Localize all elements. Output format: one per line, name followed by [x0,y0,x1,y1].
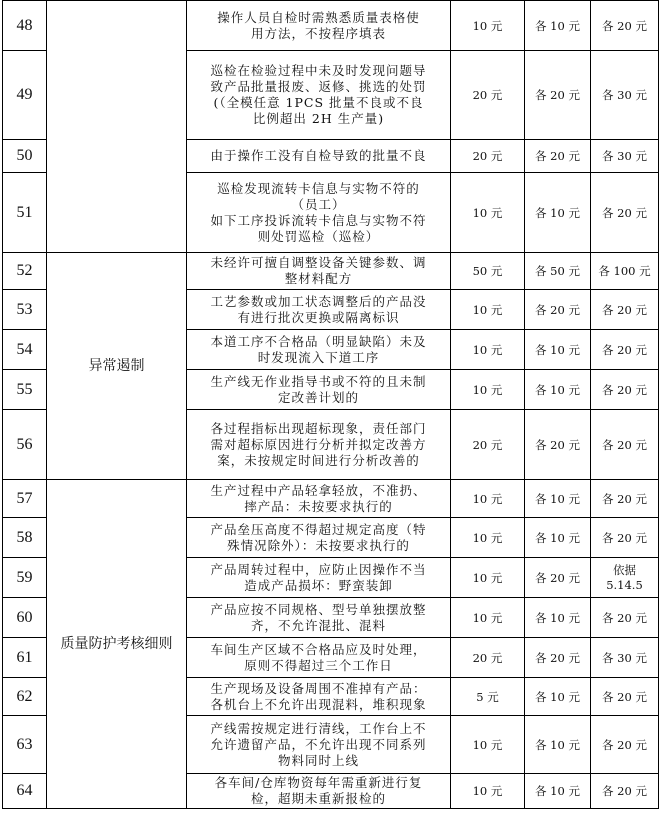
description-line: 各机台上不允许出现混料，堆积现象 [210,696,427,712]
penalty-level-1: 20 元 [451,410,525,480]
row-number: 57 [3,480,47,518]
item-description [187,716,451,774]
penalty-level-1: 10 元 [451,173,525,253]
penalty-level-2: 各 10 元 [525,518,591,558]
penalty-level-2: 各 20 元 [525,140,591,173]
description-line: 致产品批量报废、返修、挑选的处罚 [210,79,427,94]
penalty-level-1: 20 元 [451,638,525,678]
description-line: 有进行批次更换或隔离标识 [237,309,400,325]
penalty-level-3: 各 20 元 [591,370,659,410]
penalty-level-3: 各 20 元 [591,1,659,51]
description-line: 案，未按规定时间进行分析改善的 [217,452,420,468]
description-line: 允许遗留产品，不允许出现不同系列 [210,736,427,752]
penalty-level-3: 各 20 元 [591,598,659,638]
penalty-level-3: 各 30 元 [591,51,659,140]
description-line: 未经许可擅自调整设备关键参数、调 [210,255,427,270]
description-line: 生产线无作业指导书或不符的且未制 [210,373,427,389]
penalty-level-2: 各 10 元 [525,774,591,809]
description-line: 车间生产区域不合格品应及时处理， [210,641,427,657]
description-line: 定改善计划的 [277,389,359,405]
description-line: 工艺参数或加工状态调整后的产品没 [210,293,427,309]
penalty-level-1: 10 元 [451,370,525,410]
penalty-level-3: 各 100 元 [591,253,659,290]
description-line: 时发现流入下道工序 [257,349,380,365]
penalty-level-2: 各 20 元 [525,410,591,480]
penalty-level-3: 各 20 元 [591,480,659,518]
description-line: 生产现场及设备周围不准掉有产品： [210,680,427,696]
description-line: 摔产品：未按要求执行的 [244,498,393,514]
penalty-level-3: 各 30 元 [591,638,659,678]
item-description [187,638,451,678]
penalty-level-2: 各 20 元 [525,638,591,678]
description-line: (（全模任意 1PCS 批量不良或不良 [213,95,424,110]
table-row [3,480,659,518]
item-description [187,370,451,410]
row-number: 64 [3,774,47,809]
penalty-level-3: 各 20 元 [591,716,659,774]
row-number: 59 [3,558,47,598]
row-number: 56 [3,410,47,480]
item-description [187,678,451,716]
description-line: 操作人员自检时需熟悉质量表格使 [217,9,420,25]
penalty-level-2: 各 20 元 [525,290,591,330]
item-description [187,330,451,370]
penalty-level-1: 10 元 [451,598,525,638]
penalty-level-2: 各 20 元 [525,51,591,140]
item-description [187,410,451,480]
description-line: 产品应按不同规格、型号单独摆放整 [210,601,427,617]
penalty-level-2: 各 50 元 [525,253,591,290]
penalty-level-1: 10 元 [451,480,525,518]
description-line: 原则不得超过三个工作日 [244,657,393,673]
penalty-level-1: 10 元 [451,518,525,558]
description-line: 整材料配方 [284,271,353,286]
description-line: 本道工序不合格品（明显缺陷）未及 [210,333,427,349]
item-description [187,253,451,290]
penalty-level-2: 各 10 元 [525,173,591,253]
penalty-level-1: 10 元 [451,1,525,51]
item-description [187,774,451,809]
row-number: 53 [3,290,47,330]
description-line: 生产过程中产品轻拿轻放，不准扔、 [210,482,427,498]
penalty-level-3: 各 20 元 [591,410,659,480]
penalty-level-2: 各 10 元 [525,330,591,370]
description-line: 检，超期未重新报检的 [250,791,386,806]
item-description [187,290,451,330]
description-line: 各车间/仓库物资每年需重新进行复 [214,775,423,790]
penalty-level-2: 各 10 元 [525,598,591,638]
row-number: 52 [3,253,47,290]
penalty-table-body [3,1,659,809]
penalty-level-2: 各 10 元 [525,370,591,410]
penalty-level-3: 各 20 元 [591,290,659,330]
row-number: 61 [3,638,47,678]
description-line: 物料同时上线 [277,752,359,768]
description-line: （员工） [291,196,346,212]
row-number: 63 [3,716,47,774]
row-number: 60 [3,598,47,638]
penalty-level-3: 各 30 元 [591,140,659,173]
row-number: 50 [3,140,47,173]
description-line: 由于操作工没有自检导致的批量不良 [210,148,427,163]
description-line: 巡检在检验过程中未及时发现问题导 [210,63,427,78]
penalty-level-1: 10 元 [451,290,525,330]
table-row [3,1,659,51]
row-number: 58 [3,518,47,558]
description-line: 产品周转过程中，应防止因操作不当 [210,561,427,577]
row-number: 54 [3,330,47,370]
item-description [187,1,451,51]
penalty-level-3: 各 20 元 [591,173,659,253]
description-line: 各过程指标出现超标现象，责任部门 [210,420,427,436]
description-line: 需对超标原因进行分析并拟定改善方 [210,436,427,452]
penalty-level-1: 20 元 [451,140,525,173]
penalty-level-2: 各 10 元 [525,480,591,518]
row-number: 55 [3,370,47,410]
description-line: 齐，不允许混批、混料 [250,617,386,633]
description-line: 殊情况除外）：未按要求执行的 [227,537,410,553]
penalty-level-1: 10 元 [451,774,525,809]
item-description [187,140,451,173]
category-cell: 质量防护考核细则 [47,480,187,809]
penalty-level-1: 10 元 [451,330,525,370]
item-description [187,518,451,558]
description-line: 产线需按规定进行清线，工作台上不 [210,720,427,736]
penalty-level-3: 依据 5.14.5 [591,558,659,598]
penalty-level-2: 各 10 元 [525,678,591,716]
row-number: 48 [3,1,47,51]
penalty-level-2: 各 20 元 [525,558,591,598]
penalty-level-1: 10 元 [451,558,525,598]
penalty-level-3: 各 20 元 [591,330,659,370]
penalty-level-2: 各 10 元 [525,1,591,51]
item-description [187,51,451,140]
row-number: 49 [3,51,47,140]
penalty-level-1: 10 元 [451,716,525,774]
table-row [3,253,659,290]
penalty-level-1: 20 元 [451,51,525,140]
description-line: 则处罚巡检（巡检） [257,228,380,244]
item-description [187,558,451,598]
description-line: 巡检发现流转卡信息与实物不符的 [217,180,420,196]
item-description [187,173,451,253]
category-cell [47,1,187,253]
penalty-level-1: 5 元 [451,678,525,716]
penalty-level-3: 各 20 元 [591,678,659,716]
description-line: 用方法，不按程序填表 [250,25,386,41]
penalty-level-3: 各 20 元 [591,774,659,809]
description-line: 造成产品损坏：野蛮装卸 [244,577,393,593]
row-number: 62 [3,678,47,716]
penalty-table [2,0,659,809]
category-cell: 异常遏制 [47,253,187,480]
item-description [187,598,451,638]
row-number: 51 [3,173,47,253]
description-line: 比例超出 2H 生产量) [252,111,385,126]
description-line: 如下工序投诉流转卡信息与实物不符 [210,212,427,228]
description-line: 产品垒压高度不得超过规定高度（特 [210,521,427,537]
penalty-level-1: 50 元 [451,253,525,290]
penalty-level-2: 各 10 元 [525,716,591,774]
penalty-level-3: 各 20 元 [591,518,659,558]
item-description [187,480,451,518]
